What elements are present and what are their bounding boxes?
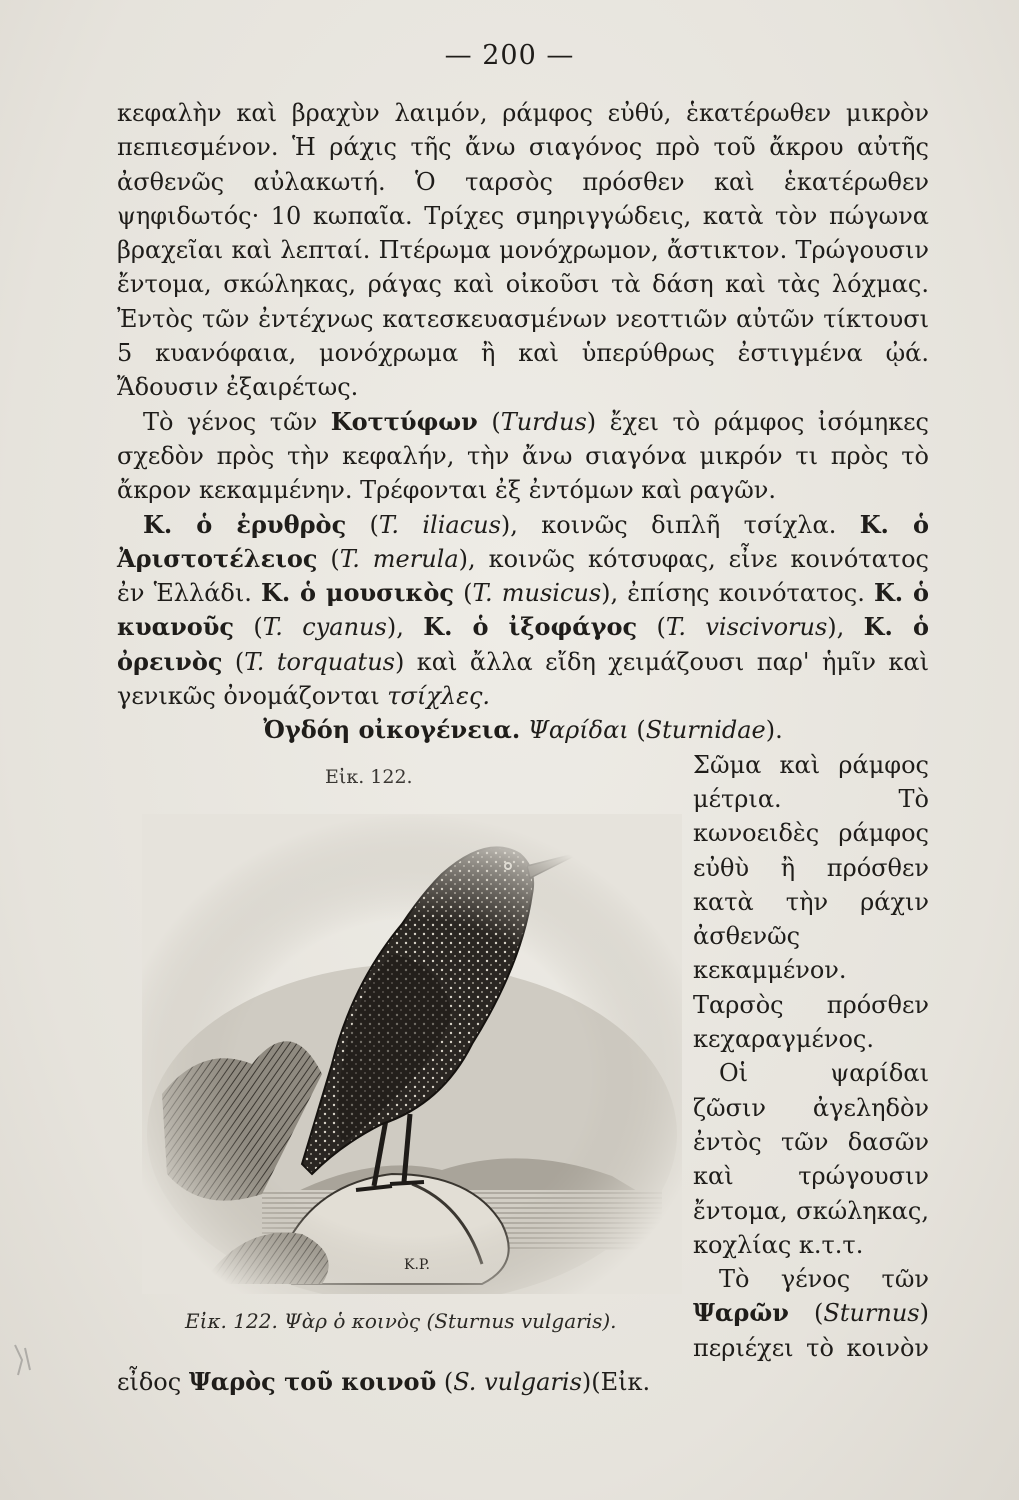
species-name: Κ. ὁ ἐρυθρὸς	[143, 509, 347, 539]
species-desc: ) καὶ ἄλλα εἴδη χειμάζουσι παρ' ἡμῖν καὶ γενικῶς ὀνομάζονται	[117, 647, 929, 711]
ink-smudge	[10, 1340, 40, 1380]
sturnus-species: Ψαρὸς τοῦ κοινοῦ	[188, 1366, 437, 1396]
sturnus-paragraph: Τὸ γένος τῶν Ψαρῶν (Sturnus) περιέχει τὸ κοινὸν εἶδος Ψαρὸς τοῦ κοινοῦ (S. vulgaris)(Εἰκ.	[117, 1265, 929, 1396]
species-desc: ), κοινῶς κότσυφας, εἶνε κοινότατος ἐν Ἑλλάδι.	[117, 544, 930, 608]
engraver-signature: K.P.	[404, 1256, 430, 1273]
family-heading-latin: Sturnidae	[645, 716, 766, 745]
species-name: Κ. ὁ Ἀριστοτέλειος	[117, 509, 929, 573]
sturnus-latin: Sturnus	[823, 1299, 920, 1328]
species-name: Κ. ὁ ἰξοφάγος	[423, 612, 638, 642]
species-desc: ), κοινῶς διπλῆ τσίχλα.	[500, 510, 860, 539]
page-number: — 200 —	[444, 40, 575, 71]
sturnus-tail: (Εἰκ.	[591, 1367, 651, 1396]
tsichles-term: τσίχλες.	[387, 682, 491, 711]
family-heading: Ὀγδόη οἰκογένεια. Ψαρίδαι (Sturnidae).	[263, 715, 783, 745]
sturnus-genus: Ψαρῶν	[693, 1298, 789, 1328]
turdus-rest: ) ἔχει τὸ ράμφος ἰσόμηκες σχεδὸν πρὸς τὴν κεφαλήν, τὴν ἄνω σιαγόνα μικρόν τι πρὸς τὸ ἄκρον κεκαμμένην. Τρέφονται ἐξ ἐντόμων καὶ ραγῶν.	[117, 407, 929, 505]
species-latin: T. iliacus	[378, 510, 501, 539]
species-name: Κ. ὁ μουσικὸς	[261, 578, 455, 608]
species-name: Κ. ὁ κυανοῦς	[117, 578, 929, 642]
sturnus-species-latin: S. vulgaris	[453, 1367, 582, 1396]
turdus-paren: (	[477, 407, 501, 436]
species-name: Κ. ὁ ὀρεινὸς	[117, 612, 929, 676]
family-heading-ordinal: Ὀγδόη οἰκογένεια.	[263, 715, 521, 745]
sturnidae-description: Σῶμα καὶ ράμφος μέτρια. Τὸ κωνοειδὲς ράμφος εὐθὺ ἢ πρόσθεν κατὰ τὴν ράχιν ἀσθενῶς κεκαμμένον. Ταρσὸς πρόσθεν κεχαραγμένος.	[693, 750, 929, 1054]
species-paragraph: Κ. ὁ ἐρυθρὸς (T. iliacus), κοινῶς διπλῆ τσίχλα. Κ. ὁ Ἀριστοτέλειος (T. merula), κοινῶς κότσυφας, εἶνε κοινότατος ἐν Ἑλλάδι. Κ. ὁ μουσικὸς (T. musicus), ἐπίσης κοινότατος. Κ. ὁ κυανοῦς (T. cyanus), Κ. ὁ ἰξοφάγος (T. viscivorus), Κ. ὁ ὀρεινὸς (T. torquatus) καὶ ἄλλα εἴδη χειμάζουσι παρ' ἡμῖν καὶ γενικῶς ὀνομάζονται τσίχλες.	[117, 509, 930, 711]
sturnus-lead: Τὸ γένος τῶν	[719, 1265, 929, 1294]
turdus-paragraph	[117, 405, 929, 508]
species-latin: T. musicus	[472, 579, 602, 608]
turdus-lead: Τὸ γένος τῶν	[143, 407, 331, 436]
turdus-latin: Turdus	[500, 407, 587, 436]
sturnidae-life: Οἱ ψαρίδαι ζῶσιν ἀγεληδὸν ἐντὸς τῶν δασῶν καὶ τρώγουσιν ἔντομα, σκώληκας, κοχλίας κ.τ.τ.	[693, 1059, 929, 1259]
species-latin: T. viscivorus	[665, 613, 828, 642]
figure-122	[117, 748, 683, 1333]
species-latin: T. torquatus	[244, 647, 395, 676]
sturnus-mid: ) περιέχει τὸ κοινὸν εἶδος	[117, 1299, 929, 1396]
species-desc: ),	[827, 613, 864, 642]
species-latin: T. merula	[339, 544, 459, 573]
intro-paragraph: κεφαλὴν καὶ βραχὺν λαιμόν, ράμφος εὐθύ, ἑκατέρωθεν μικρὸν πεπιεσμένον. Ἡ ράχις τῆς ἄνω σιαγόνος πρὸ τοῦ ἄκρου αὐτῆς ἀσθενῶς αὐλακωτή. Ὁ ταρσὸς πρόσθεν καὶ ἑκατέρωθεν ψηφιδωτός· 10 κωπαῖα. Τρίχες σμηριγγώδεις, κατὰ τὸν πώγωνα βραχεῖαι καὶ λεπταί. Πτέρωμα μονόχρωμον, ἄστικτον. Τρώγουσιν ἔντομα, σκώληκας, ράγας καὶ οἰκοῦσι τὰ δάση καὶ τὰς λόχμας. Ἐντὸς τῶν ἐντέχνως κατεσκευασμένων νεοττιῶν αὐτῶν τίκτουσι 5 κυανόφαια, μονόχρωμα ἢ καὶ ὑπερύθρως ἐστιγμένα ᾠά. Ἄδουσιν ἐξαιρέτως.	[117, 99, 929, 402]
figure-caption: Εἰκ. 122. Ψὰρ ὁ κοινὸς (Sturnus vulgaris).	[185, 1308, 617, 1333]
figure-label: Εἰκ. 122.	[325, 765, 413, 788]
species-latin: T. cyanus	[262, 613, 387, 642]
species-desc: ),	[386, 613, 424, 642]
family-heading-name: Ψαρίδαι	[520, 716, 629, 745]
turdus-genus: Κοττύφων	[330, 406, 478, 436]
species-desc: ), ἐπίσης κοινότατος.	[601, 579, 874, 608]
starling-engraving	[142, 814, 682, 1294]
body-text	[117, 96, 929, 1399]
